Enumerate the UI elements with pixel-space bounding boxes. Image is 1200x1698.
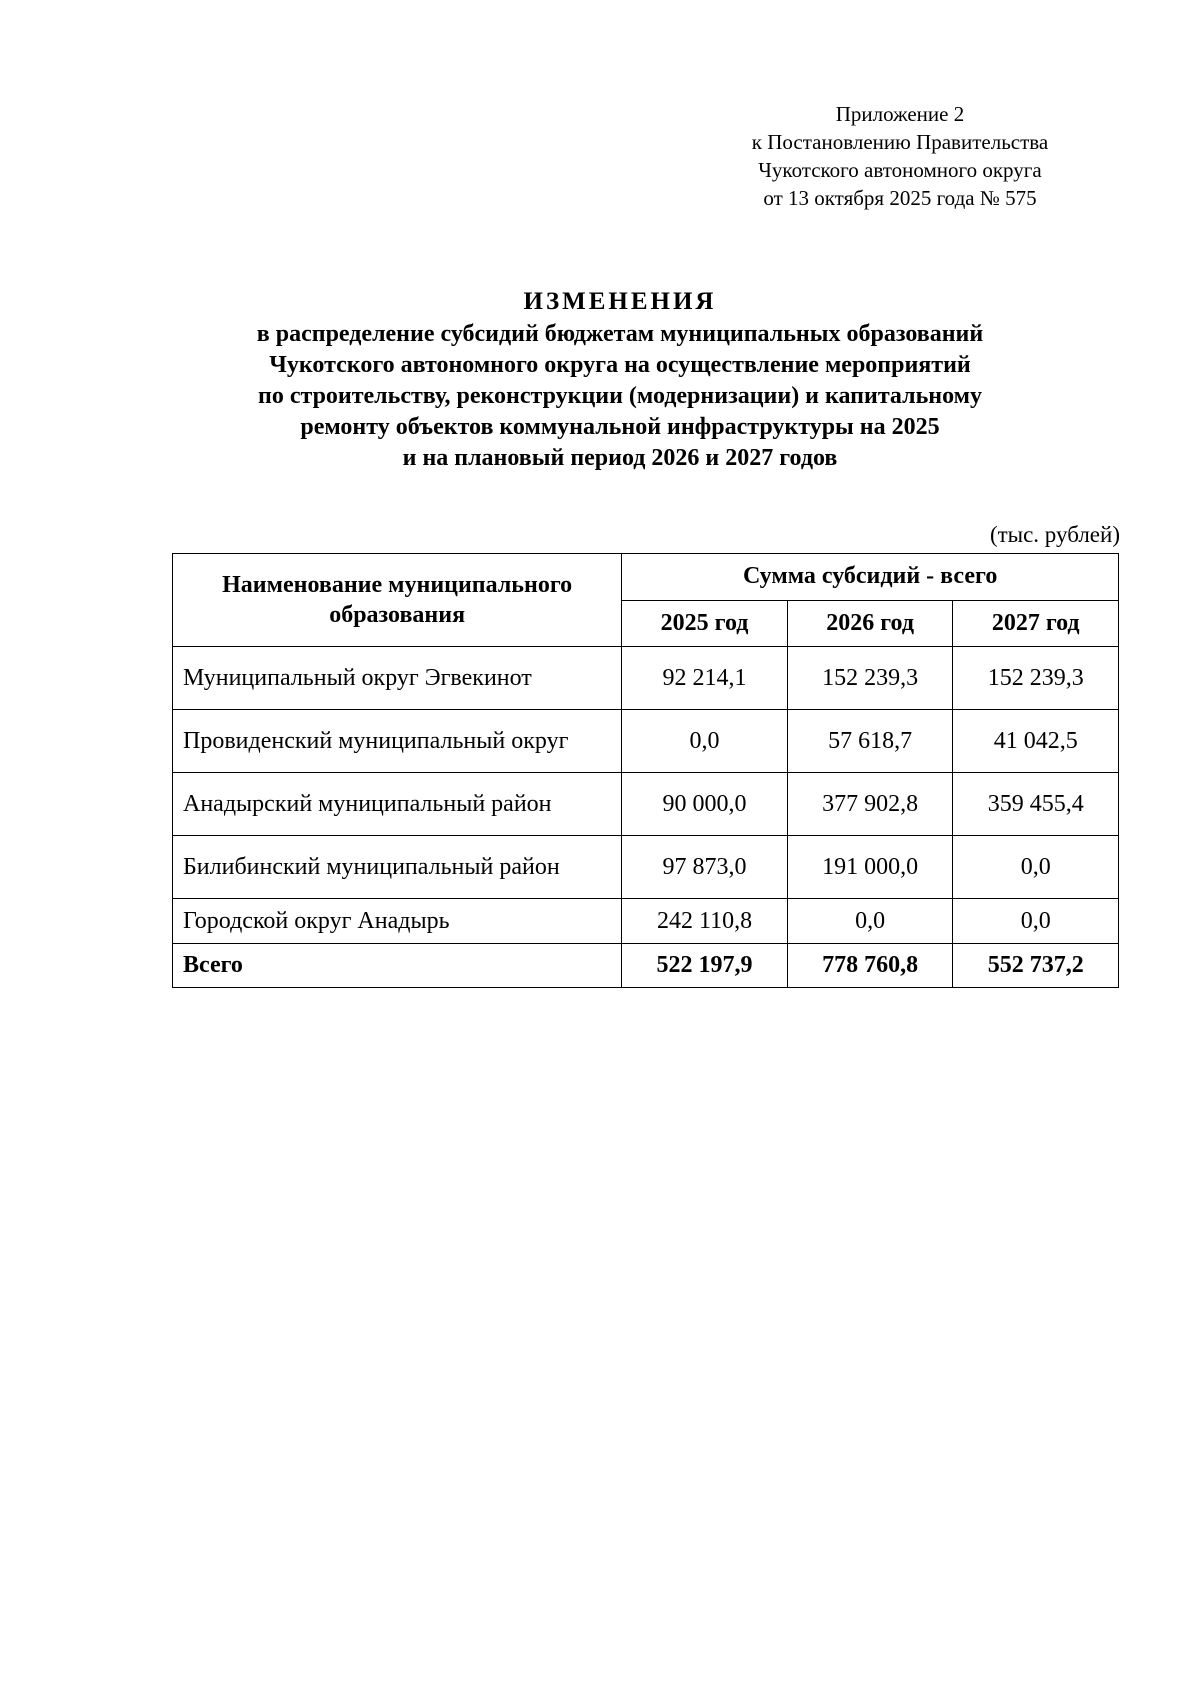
amount-2025: 0,0 xyxy=(622,710,788,773)
column-header-year: 2026 год xyxy=(787,600,953,647)
amount-2027: 0,0 xyxy=(953,899,1119,944)
column-header-year: 2027 год xyxy=(953,600,1119,647)
heading-line: и на плановый период 2026 и 2027 годов xyxy=(402,445,838,471)
total-label: Всего xyxy=(173,944,622,988)
amount-2027: 0,0 xyxy=(953,836,1119,899)
appendix-line: Приложение 2 xyxy=(835,102,965,126)
page-title: ИЗМЕНЕНИЯ xyxy=(523,288,717,315)
heading-line: в распределение субсидий бюджетам муниципальных образований xyxy=(256,321,984,347)
table-row xyxy=(173,710,1119,773)
column-header-sum: Сумма субсидий - всего xyxy=(622,554,1119,601)
table-row xyxy=(173,647,1119,710)
municipality-name: Городской округ Анадырь xyxy=(173,899,622,944)
municipality-name: Билибинский муниципальный район xyxy=(173,836,622,899)
municipality-name: Муниципальный округ Эгвекинот xyxy=(173,647,622,710)
column-header-name: Наименование муниципального образования xyxy=(173,554,622,647)
document-heading xyxy=(160,286,1080,474)
amount-2026: 377 902,8 xyxy=(787,773,953,836)
amount-2026: 152 239,3 xyxy=(787,647,953,710)
amount-2027: 41 042,5 xyxy=(953,710,1119,773)
appendix-line: к Постановлению Правительства xyxy=(751,130,1049,154)
appendix-line: Чукотского автономного округа xyxy=(758,158,1042,182)
amount-2026: 57 618,7 xyxy=(787,710,953,773)
municipality-name: Анадырский муниципальный район xyxy=(173,773,622,836)
units-label: (тыс. рублей) xyxy=(989,522,1120,547)
amount-2027: 152 239,3 xyxy=(953,647,1119,710)
total-row xyxy=(173,944,1119,988)
column-header-year: 2025 год xyxy=(622,600,788,647)
total-2025: 522 197,9 xyxy=(622,944,788,988)
amount-2027: 359 455,4 xyxy=(953,773,1119,836)
heading-line: Чукотского автономного округа на осуществление мероприятий xyxy=(269,352,971,378)
table-row xyxy=(173,899,1119,944)
table-header-row xyxy=(173,554,1119,601)
table-row xyxy=(173,836,1119,899)
heading-line: ремонту объектов коммунальной инфраструктуры на 2025 xyxy=(300,414,940,440)
appendix-line: от 13 октября 2025 года № 575 xyxy=(763,186,1037,210)
subsidy-table xyxy=(172,553,1119,988)
total-2026: 778 760,8 xyxy=(787,944,953,988)
amount-2025: 97 873,0 xyxy=(622,836,788,899)
appendix-block xyxy=(720,100,1080,212)
amount-2026: 191 000,0 xyxy=(787,836,953,899)
amount-2025: 90 000,0 xyxy=(622,773,788,836)
heading-line: по строительству, реконструкции (модернизации) и капитальному xyxy=(258,383,982,409)
amount-2025: 92 214,1 xyxy=(622,647,788,710)
amount-2025: 242 110,8 xyxy=(622,899,788,944)
total-2027: 552 737,2 xyxy=(953,944,1119,988)
municipality-name: Провиденский муниципальный округ xyxy=(173,710,622,773)
table-row xyxy=(173,773,1119,836)
amount-2026: 0,0 xyxy=(787,899,953,944)
